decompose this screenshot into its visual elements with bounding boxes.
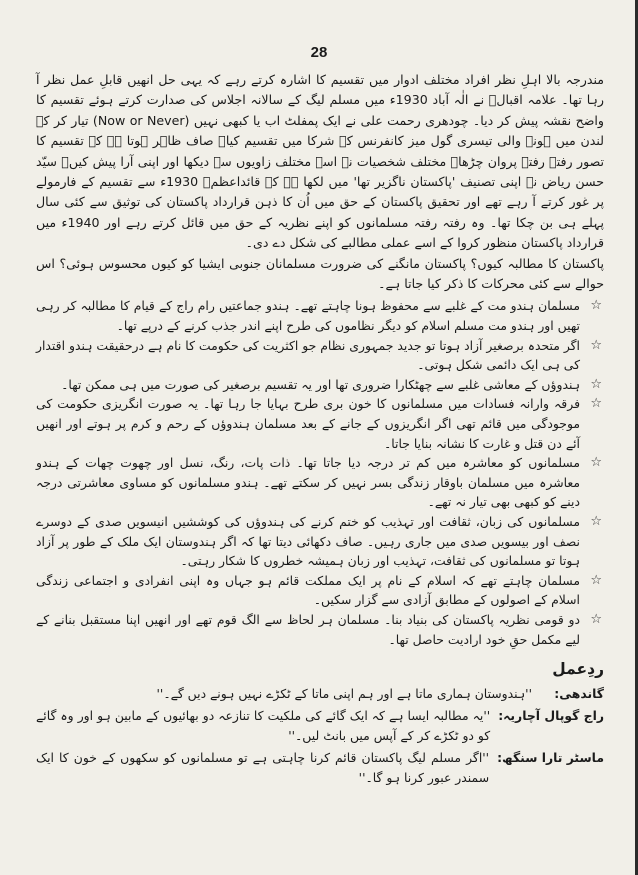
- question-paragraph: پاکستان کا مطالبہ کیوں؟ پاکستان مانگنے کی ضرورت مسلمانان جنوبی ایشیا کو کیوں محسوس ہوئی؟ اس حوالے سے کئی محرکات کا ذکر کیا جاتا ہے۔: [36, 255, 604, 292]
- reaction-row: [36, 748, 604, 787]
- list-item: ☆ مسلمان چاہتے تھے کہ اسلام کے نام پر ایک مملکت قائم ہو جہاں وہ اپنی انفرادی و اجتماعی زندگی اسلام کے اصولوں کے مطابق آزادی سے گزار سکیں۔: [36, 572, 602, 608]
- list-item: ☆ مسلمانوں کی زبان، ثقافت اور تہذیب کو ختم کرنے کی ہندوؤں کی کوششیں انیسویں صدی کے دوسرے نصف اور بیسویں صدی میں جاری رہیں۔ صاف دکھائی دیتا تھا کہ اگر ہندوستان ایک ملک کے طور پر آزاد ہوتا تو مسلمانوں کی ثقافت، تہذیب اور زبان ہمیشہ خطروں کا شکار رہتی۔: [36, 514, 602, 569]
- reaction-quote: ''اگر مسلم لیگ پاکستان قائم کرنا چاہتی ہے تو مسلمانوں کو سکھوں کے خون کا ایک سمندر عبور کرنا ہو گا۔'': [36, 750, 490, 785]
- reaction-speaker: گاندھی:: [554, 685, 604, 701]
- star-bullet-icon: ☆: [590, 376, 602, 392]
- intro-paragraph: مندرجہ بالا اہلِ نظر افراد مختلف ادوار میں تقسیم کا اشارہ کرتے رہے کہ یہی حل انھیں قابلِ عمل نظر آ رہا تھا۔ علامہ اقبالؒ نے الٰہ آباد 1930ء میں مسلم لیگ کے سالانہ اجلاس کی صدارت کرتے ہوئے تقسیم کا واضح نقشہ پیش کر دیا۔ چودھری رحمت علی نے ایک پمفلٹ اب یا کبھی نہیں (Now or Never) تیار کر کے لندن میں ہونے والی تیسری گول میز کانفرنس کے شرکا میں تقسیم کیا۔ صاف ظاہر ہوتا ہے کہ تقسیم کا تصور رفتہ رفتہ پروان چڑھا۔ مختلف شخصیات نے اسے مختلف زاویوں سے دیکھا اور اپنی آرا پیش کیں۔ سیّد حسن ریاض نے اپنی تصنیف 'پاکستان ناگزیر تھا' میں لکھا ہے کہ قائداعظمؒ 1930ء سے تقسیم کے فارمولے پر غور کرتے آ رہے تھے اور تحقیق پاکستان کے حق میں اُن کا ذہن قرارداد پاکستان کی توثیق سے کئی سال پہلے ہی بن چکا تھا۔ وہ رفتہ رفتہ مسلمانوں کو اپنے نظریہ کے حق میں قائل کرتے رہے اور 1940ء میں قرارداد پاکستان منظور کروا کے اسے عملی مطالبے کی شکل دے دی۔: [36, 72, 605, 251]
- star-bullet-icon: ☆: [590, 572, 602, 588]
- list-item: ☆ دو قومی نظریہ پاکستان کی بنیاد بنا۔ مسلمان ہر لحاظ سے الگ قوم تھے اور انھیں اپنا مستقبل بنانے کے لیے مکمل حقِ خود ارادیت حاصل تھا۔: [36, 611, 602, 647]
- reaction-row: [36, 684, 604, 704]
- list-item: ☆ اگر متحدہ برصغیر آزاد ہوتا تو جدید جمہوری نظام جو اکثریت کی حکومت کا نام ہے درحقیقت ہندو اقتدار کی ہی ایک دائمی شکل ہوتی۔: [36, 337, 602, 373]
- list-item: ☆ مسلمان ہندو مت کے غلبے سے محفوظ ہونا چاہتے تھے۔ ہندو جماعتیں رام راج کے قیام کا مطالبہ کر رہی تھیں اور ہندو مت مسلم اسلام کو دیگر نظاموں کی طرح اپنے اندر جذب کرنے کے درپے تھا۔: [36, 298, 602, 334]
- star-bullet-icon: ☆: [590, 611, 602, 627]
- star-bullet-icon: ☆: [590, 396, 602, 412]
- star-bullet-icon: ☆: [590, 455, 602, 471]
- page-body: [36, 70, 604, 791]
- list-item: ☆ ہندوؤں کے معاشی غلبے سے چھٹکارا ضروری تھا اور یہ تقسیم برصغیر کی صورت میں ہی ممکن تھا۔: [36, 375, 604, 395]
- reaction-row: [36, 706, 604, 745]
- star-bullet-icon: ☆: [590, 337, 602, 353]
- reasons-list: [36, 296, 604, 649]
- star-bullet-icon: ☆: [590, 514, 602, 529]
- reaction-quote: ''یہ مطالبہ ایسا ہے کہ ایک گائے کی ملکیت کا تنازعہ دو بھائیوں کے مابین ہو اور وہ گائے کو دو ٹکڑے کر کے آپس میں بانٹ لیں۔'': [36, 708, 491, 743]
- reaction-speaker: راج گوپال آچاریہ:: [498, 708, 604, 724]
- reaction-quote: ''ہندوستان ہماری ماتا ہے اور ہم اپنی ماتا کے ٹکڑے نہیں ہونے دیں گے۔'': [156, 685, 532, 701]
- section-heading: ردِعمل: [552, 660, 604, 679]
- list-item: ☆ فرقہ وارانہ فسادات میں مسلمانوں کا خون بری طرح بہایا جا رہا تھا۔ یہ صورت انگریزی حکومت کی موجودگی میں قائم تھی اگر انگریزوں کے جانے کے بعد مسلمان ہندوؤں کے رحم و کرم پر ہوتے اور انھیں آئے دن قتل و غارت کا نشانہ بنایا جاتا۔: [36, 396, 602, 451]
- list-item: ☆ مسلمانوں کو معاشرہ میں کم تر درجہ دیا جاتا تھا۔ ذات پات، رنگ، نسل اور چھوت چھات کے ہندو معاشرہ میں مسلمان باوقار زندگی بسر نہیں کر سکتے تھے۔ ہندو مسلمانوں کو مساوی معاشرتی درجہ دینے کو کبھی بھی تیار نہ تھے۔: [36, 455, 602, 510]
- page-number: 28: [310, 44, 328, 61]
- star-bullet-icon: ☆: [590, 298, 602, 314]
- reaction-speaker: ماسٹر تارا سنگھ:: [497, 750, 604, 766]
